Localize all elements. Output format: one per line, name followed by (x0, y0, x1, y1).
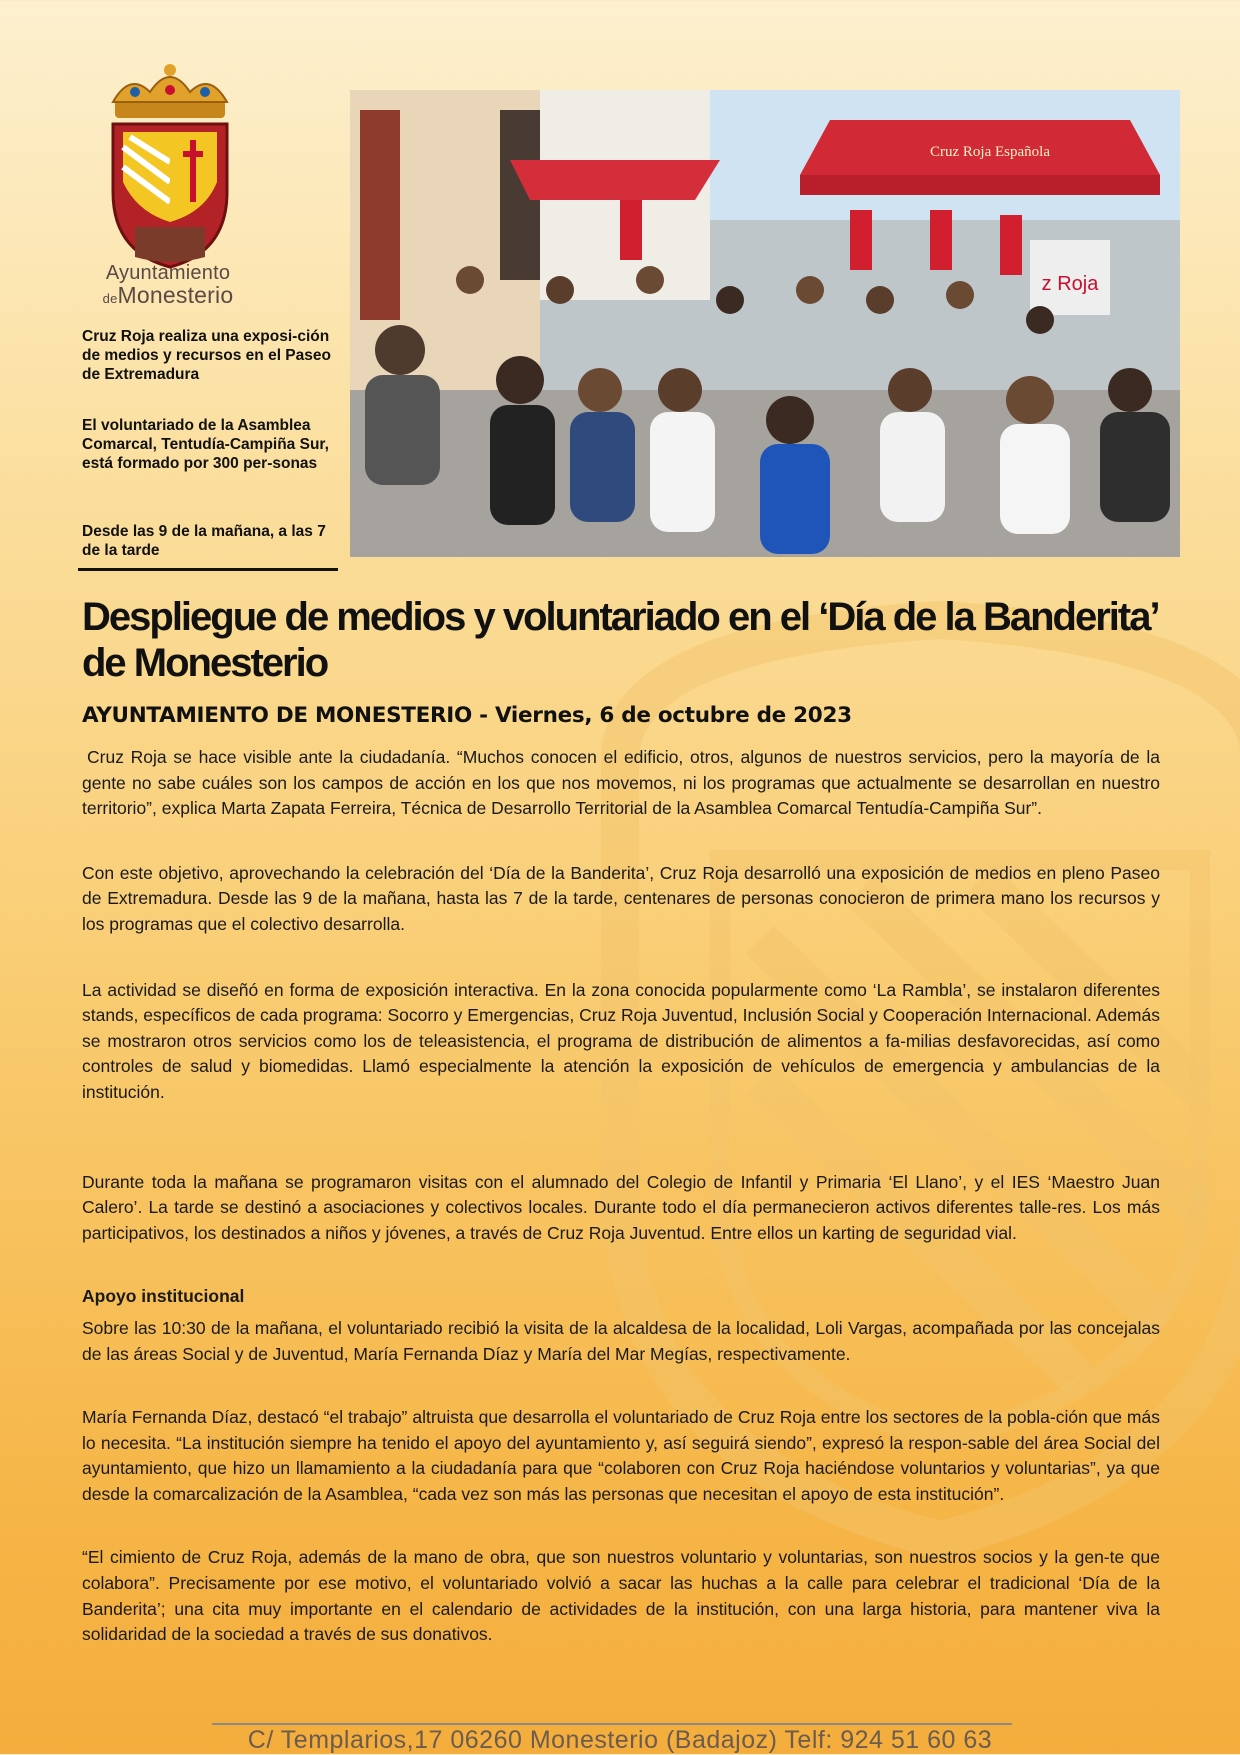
tent-label: Cruz Roja Española (930, 144, 1050, 160)
paragraph-2: Con este objetivo, aprovechando la celebración del ‘Día de la Banderita’, Cruz Roja desarrolló una exposición de medios en pleno Paseo de Extremadura. Desde las 9 de la mañana, hasta las 7 de la tarde, centenares de personas conocieron de primera mano los recursos y los programas que el colectivo desarrolla. (82, 862, 1160, 934)
sidebar-highlight-1: Cruz Roja realiza una exposi-ción de medios y recursos en el Paseo de Extremadura (82, 328, 331, 383)
paragraph-1: Cruz Roja se hace visible ante la ciudadanía. “Muchos conocen el edificio, otros, algunos de nuestros servicios, pero la mayoría de la gente no sabe cuáles son los campos de acción en los que nos movemos, ni los programas que actualmente se desarrollan en nuestro territorio”, explica Marta Zapata Ferreira, Técnica de Desarrollo Territorial de la Asamblea Comarcal Tentudía-Campiña Sur”. (82, 747, 1160, 819)
booth-sign: z Roja (1041, 273, 1099, 295)
article-title: Despliegue de medios y voluntariado en el ‘Día de la Banderita’ de Monesterio (82, 595, 1157, 685)
logo-line-2b: Monesterio (117, 282, 234, 308)
paragraph-7: “El cimiento de Cruz Roja, además de la mano de obra, que son nuestros voluntario y voluntarias, son nuestros socios y la gen-te que colabora”. Precisamente por ese motivo, el voluntariado volvió a sacar las huchas a la calle para celebrar el tradicional ‘Día de la Banderita’; una cita muy importante en el calendario de actividades de la institución, con una larga historia, para mantener viva la solidaridad de la sociedad a través de sus donativos. (82, 1547, 1160, 1645)
paragraph-3: La actividad se diseñó en forma de exposición interactiva. En la zona conocida popularmente como ‘La Rambla’, se instalaron diferentes stands, específicos de cada programa: Socorro y Emergencias, Cruz Roja Juventud, Inclusión Social y Cooperación Internacional. Además se mostraron otros servicios como los de teleasistencia, el programa de distribución de alimentos a fa-milias desfavorecidas, así como controles de salud y biomedidas. Llamó especialmente la atención la exposición de vehículos de emergencia y ambulancias de la institución. (82, 979, 1160, 1102)
logo-line-2a: de (102, 291, 118, 306)
footer-address: C/ Templarios,17 06260 Monesterio (Badajoz) Telf: 924 51 60 63 (247, 1726, 993, 1754)
paragraph-6: María Fernanda Díaz, destacó “el trabajo” altruista que desarrolla el voluntariado de Cruz Roja entre los sectores de la pobla-ción que más lo necesita. “La institución siempre ha tenido el apoyo del ayuntamiento y, así seguirá siendo”, expresó la respon-sable del área Social del ayuntamiento, que hizo un llamamiento a la ciudadanía para que “colaboren con Cruz Roja haciéndose voluntarios y voluntarias”, ya que desde la comarcalización de la Asamblea, “cada vez son más las personas que necesitan el apoyo de esta institución”. (82, 1407, 1160, 1504)
section-subheading: Apoyo institucional (82, 1286, 245, 1307)
logo-line-1: Ayuntamiento (105, 262, 231, 284)
paragraph-4: Durante toda la mañana se programaron visitas con el alumnado del Colegio de Infantil y Primaria ‘El Llano’, y el IES ‘Maestro Juan Calero’. La tarde se destinó a asociaciones y colectivos locales. Durante todo el día permanecieron activos diferentes talle-res. Los más participativos, los destinados a niños y jóvenes, a través de Cruz Roja Juventud. Entre ellos un karting de seguridad vial. (82, 1171, 1160, 1243)
article-byline: AYUNTAMIENTO DE MONESTERIO - Viernes, 6 de octubre de 2023 (82, 703, 852, 728)
logo-text (88, 262, 248, 310)
sidebar-highlight-3: Desde las 9 de la mañana, a las 7 de la tarde (82, 523, 326, 559)
sidebar-divider (78, 568, 338, 571)
footer-divider (212, 1723, 1012, 1725)
article-body (82, 745, 1160, 1648)
sidebar-highlight-2: El voluntariado de la Asamblea Comarcal, Tentudía-Campiña Sur, está formado por 300 per-sonas (82, 417, 329, 472)
paragraph-5: Sobre las 10:30 de la mañana, el voluntariado recibió la visita de la alcaldesa de la localidad, Loli Vargas, acompañada por las concejalas de las áreas Social y de Juventud, María Fernanda Díaz y María del Mar Megías, respectivamente. (82, 1317, 1160, 1364)
event-photo (350, 90, 1180, 557)
